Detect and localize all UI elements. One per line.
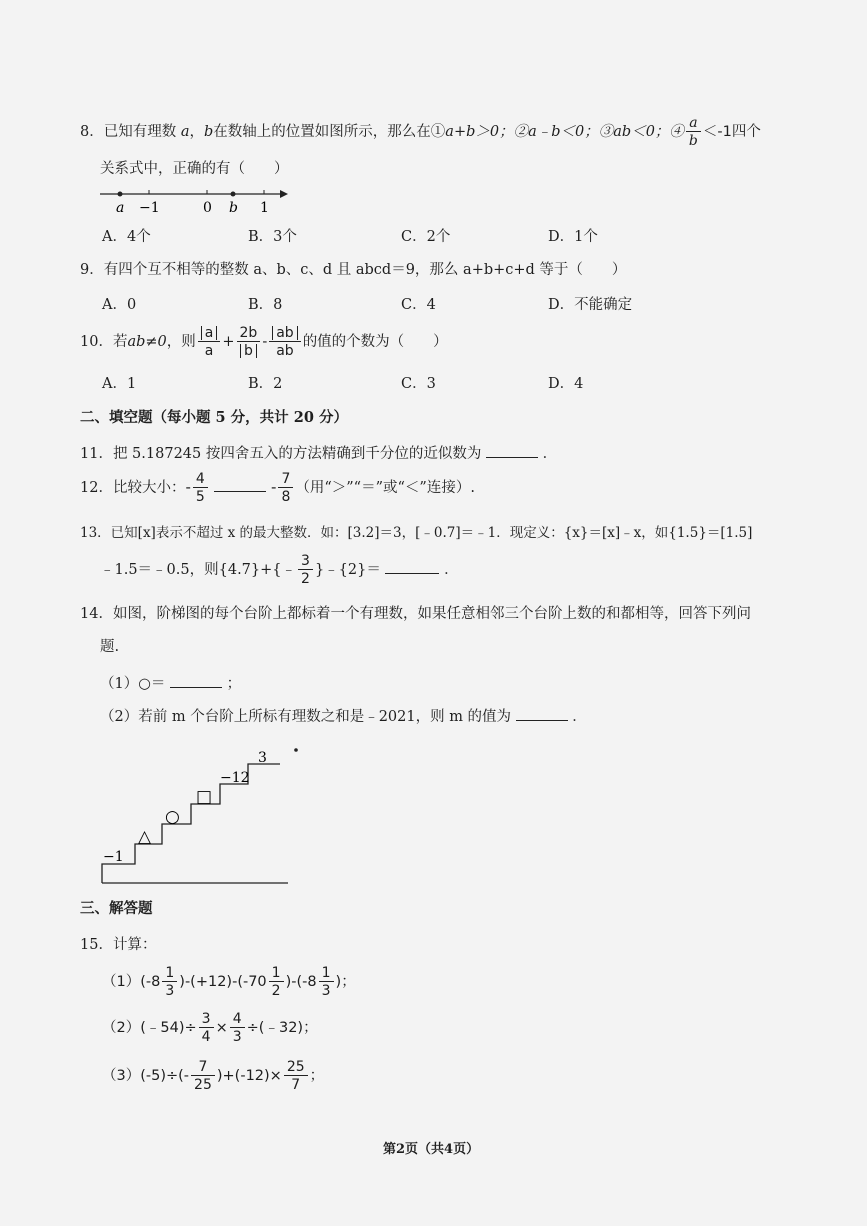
q8-number: 8． [80,124,104,140]
q12-fraction-1 [193,472,208,504]
q13-end: ． [444,562,459,578]
fraction-denominator: 25 [194,1077,212,1093]
fraction-denominator: 7 [291,1077,301,1093]
q13-text: ﹣1.5＝﹣0.5，则{4.7}+{﹣ [100,562,297,578]
q10-option-b: B．2 [248,376,283,392]
q8-relation-2: a﹣b＜0；③ [528,124,614,140]
fraction-numerator: 3 [298,554,313,570]
q11-line [80,443,557,464]
q13-text: }﹣{2}＝ [314,562,381,578]
plus-sign: + [222,334,235,350]
fraction-numerator: a [686,116,701,132]
fraction-denominator: 8 [281,489,291,505]
minus-sign: - [262,334,268,350]
fraction-numerator: 4 [230,1012,245,1028]
expr-part: (-5)÷(- [140,1068,190,1084]
fraction [284,1060,308,1092]
section-3-heading: 三、解答题 [80,900,153,917]
q13-fraction [298,554,313,586]
q10-condition: ab≠0 [127,334,167,350]
q8-relation-4: ＜-1 [702,124,732,140]
step-label-3: 3 [258,750,267,766]
q14-sub2 [100,706,587,727]
fraction-denominator: 3 [321,983,331,999]
fraction-denominator: 2 [271,983,281,999]
expr-label: （2） [102,1020,141,1036]
q10-fraction-2 [237,326,261,358]
q10-option-c: C．3 [401,376,436,392]
fraction-numerator: ab [272,326,297,340]
fraction [191,1060,215,1092]
fraction-denominator: 3 [165,983,175,999]
square-icon: □ [196,787,213,807]
expr-part: ÷(﹣32)； [246,1020,318,1036]
q10-text: ，则 [166,334,196,350]
section-2-heading: 二、填空题（每小题 5 分，共计 20 分） [80,409,348,426]
fraction-denominator: 5 [195,489,205,505]
q9-option-b: B．8 [248,297,283,313]
q8-option-d: D．1个 [548,229,598,245]
circle-icon: ○ [165,807,180,827]
minus-sign: - [185,478,191,496]
axis-label-a: a [116,200,125,216]
q9-option-d: D．不能确定 [548,297,633,313]
q14-sub1-end: ； [226,676,242,692]
q13-line2 [100,554,459,586]
q8-option-a: A．4个 [102,229,151,245]
q14-line2: 题. [100,639,120,655]
expr-part: (-8 [140,974,161,990]
q8-text: 在数轴上的位置如图所示，那么在① [213,124,446,140]
q10-line [80,326,448,358]
expr-part: (﹣54)÷ [140,1020,197,1036]
q9-option-c: C．4 [401,297,436,313]
var-b: b [204,124,214,140]
staircase-steps [102,764,280,883]
axis-label-0: 0 [203,200,212,216]
q10-fraction-1 [198,326,221,358]
q8-text: 已知有理数 [103,124,177,140]
fraction-numerator: a [201,326,218,340]
q8-line1 [80,116,761,148]
answer-blank[interactable] [385,559,439,574]
answer-blank[interactable] [486,443,538,458]
q10-text: 的值的个数为（ ） [302,334,448,350]
number-line [96,183,296,217]
q14-sub2-end: ． [572,709,587,725]
q8-relation-1: a+b＞0；② [445,124,529,140]
q15-expression-3 [102,1060,324,1092]
expr-label: （1） [102,974,141,990]
expr-label: （3） [102,1068,141,1084]
q8-fraction [686,116,701,148]
q11-text: 11．把 5.187245 按四舍五入的方法精确到千分位的近似数为 [80,446,482,462]
times-sign: × [215,1020,228,1036]
fraction-denominator: b [240,344,257,358]
fraction-numerator: 4 [193,472,208,488]
point-a-dot [118,192,123,197]
q12-line [80,472,475,504]
axis-label-minus1: −1 [139,200,160,216]
q15-expression-1 [102,966,356,998]
var-a: a [180,124,190,140]
triangle-icon: △ [138,827,152,847]
q9-text: 9．有四个互不相等的整数 a、b、c、d 且 abcd＝9，那么 a+b+c+d 等于（ ） [80,262,627,278]
q10-number: 10．若 [80,334,128,350]
step-label-minus12: −12 [220,770,250,786]
q14-line1: 14．如图，阶梯图的每个台阶上都标着一个有理数，如果任意相邻三个台阶上数的和都相等，回答下列问 [80,606,751,622]
fraction [162,966,177,998]
fraction-numerator: 1 [269,966,284,982]
q8-relation-3: ab＜0；④ [613,124,684,140]
q8-comma: ， [189,124,204,140]
fraction-numerator: 3 [199,1012,214,1028]
q8-option-c: C．2个 [401,229,451,245]
fraction-numerator: 7 [191,1060,215,1076]
fraction [230,1012,245,1044]
q13-line1: 13．已知[x]表示不超过 x 的最大整数．如：[3.2]＝3，[﹣0.7]＝﹣1．现定义：{x}＝[x]﹣x，如{1.5}＝[1.5] [80,525,753,541]
staircase-figure [98,733,298,888]
answer-blank[interactable] [170,673,222,688]
expr-part: )-(-8 [285,974,317,990]
expr-part: )-(+12)-(-70 [179,974,267,990]
q8-option-b: B．3个 [248,229,297,245]
q9-option-a: A．0 [102,297,137,313]
q10-option-d: D．4 [548,376,584,392]
q14-sub1-text: （1）○＝ [100,676,166,692]
fraction-denominator: ab [276,343,294,359]
answer-blank[interactable] [516,706,568,721]
page-footer: 第2页（共4页） [383,1142,480,1157]
q15-title: 15．计算： [80,937,157,953]
q10-option-a: A．1 [102,376,137,392]
fraction-denominator: b [688,133,698,149]
fraction-numerator: 1 [319,966,334,982]
q12-text: （用“＞”“＝”或“＜”连接）. [295,480,475,496]
ellipsis-dot [294,748,298,752]
fraction-numerator: 2b [237,326,261,342]
fraction-denominator: 3 [232,1029,242,1045]
fraction-numerator: 25 [284,1060,308,1076]
fraction-numerator: 1 [162,966,177,982]
axis-label-1: 1 [260,200,269,216]
q8-line2: 关系式中，正确的有（ ） [100,161,289,177]
fraction-denominator: a [204,343,214,359]
q15-expression-2 [102,1012,318,1044]
q14-sub2-text: （2）若前 m 个台阶上所标有理数之和是﹣2021，则 m 的值为 [100,709,512,725]
axis-label-b: b [229,200,238,216]
expr-part: )+(-12)× [216,1068,282,1084]
q14-sub1 [100,673,241,694]
q10-fraction-3 [269,326,300,358]
fraction [319,966,334,998]
expr-part: ； [309,1068,325,1084]
fraction [269,966,284,998]
expr-part: )； [335,974,356,990]
fraction [199,1012,214,1044]
fraction-denominator: 2 [301,571,310,587]
fraction-numerator: 7 [278,472,293,488]
step-label-minus1: −1 [103,849,124,865]
point-b-dot [231,192,236,197]
arrow-icon [280,190,288,198]
fraction-denominator: 4 [201,1029,211,1045]
q12-fraction-2 [278,472,293,504]
q12-text: 12．比较大小： [80,480,186,496]
answer-blank[interactable] [214,477,266,492]
q8-text: 四个 [731,124,761,140]
q11-end: ． [542,446,558,462]
minus-sign: - [271,478,277,496]
